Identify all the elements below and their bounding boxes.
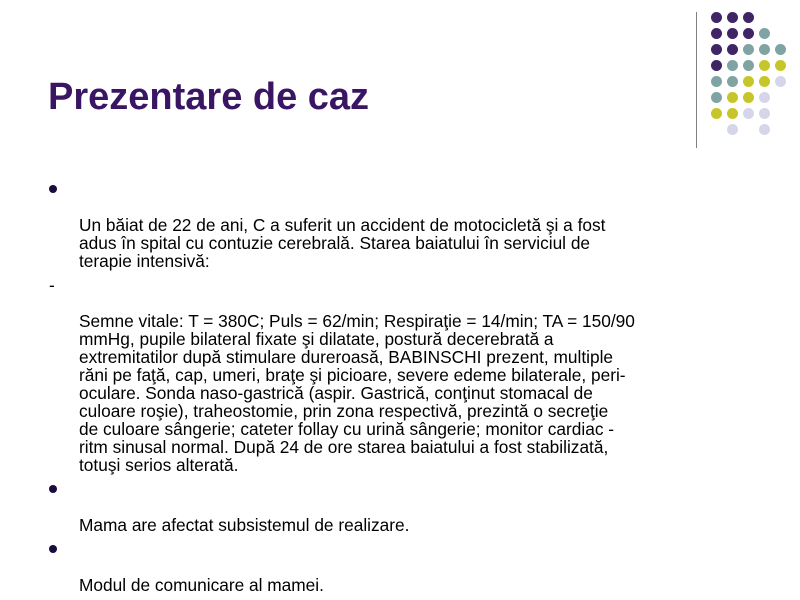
dot xyxy=(743,44,754,55)
dot xyxy=(775,44,786,55)
dot xyxy=(711,92,722,103)
dot xyxy=(775,76,786,87)
dot xyxy=(759,108,770,119)
bullet-text: Un băiat de 22 de ani, C a suferit un accident de motocicletă şi a fost adus în spital cu contuzie cerebrală. Starea baiatului în serviciul de terapie intensivă: xyxy=(79,215,606,271)
dot xyxy=(759,44,770,55)
bullet-item xyxy=(48,540,758,594)
dot xyxy=(743,76,754,87)
dash-item xyxy=(48,276,758,474)
bullet-item xyxy=(48,180,758,270)
bullet-icon xyxy=(49,545,57,553)
dot xyxy=(727,60,738,71)
dot xyxy=(711,44,722,55)
dot xyxy=(743,92,754,103)
dot xyxy=(711,76,722,87)
slide-title: Prezentare de caz xyxy=(48,76,370,118)
dot xyxy=(727,76,738,87)
dot xyxy=(759,60,770,71)
dot xyxy=(759,124,770,135)
bullet-icon xyxy=(49,485,57,493)
dot xyxy=(727,44,738,55)
bullet-text: Mama are afectat subsistemul de realizare. xyxy=(79,515,410,535)
dot xyxy=(759,76,770,87)
dot xyxy=(775,60,786,71)
dash-marker: - xyxy=(49,275,55,295)
dot xyxy=(727,28,738,39)
dot xyxy=(743,108,754,119)
dot xyxy=(711,12,722,23)
dot xyxy=(759,28,770,39)
dot xyxy=(727,92,738,103)
dot xyxy=(743,60,754,71)
dot xyxy=(727,12,738,23)
bullet-text: Semne vitale: T = 380C; Puls = 62/min; Respiraţie = 14/min; TA = 150/90 mmHg, pupile bilateral fixate şi dilatate, postură decerebrată a extremitatilor după stimulare dureroasă, BABINSCHI prezent, multiple răni pe faţă, cap, umeri, braţe şi picioare, severe edeme bilaterale, peri- oculare. Sonda naso-gastrică (aspir. Gastrică, conţinut stomacal de culoare roşie), traheostomie, prin zona respectivă, prezintă o secreţie de culoare sângerie; cateter follay cu urină sângerie; monitor cardiac - ritm sinusal normal. După 24 de ore starea baiatului a fost stabilizată, totuşi serios alterată. xyxy=(79,311,635,475)
dot xyxy=(727,108,738,119)
dot xyxy=(743,12,754,23)
dot xyxy=(711,28,722,39)
dot xyxy=(711,108,722,119)
slide-body xyxy=(48,180,758,600)
bullet-item xyxy=(48,480,758,534)
dot xyxy=(759,92,770,103)
dot xyxy=(727,124,738,135)
bullet-text: Modul de comunicare al mamei. xyxy=(79,575,324,595)
bullet-icon xyxy=(49,185,57,193)
dot xyxy=(743,28,754,39)
dot xyxy=(711,60,722,71)
vertical-divider xyxy=(696,12,697,148)
